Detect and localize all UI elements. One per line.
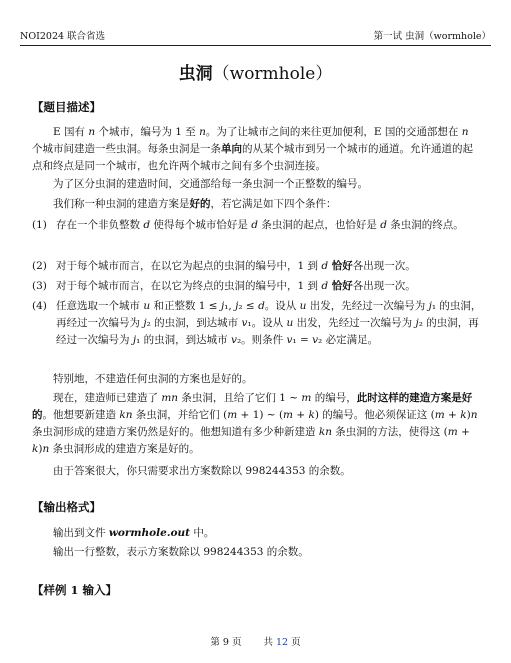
- output-format-line-1: 输出到文件 wormhole.out 中。: [53, 527, 215, 539]
- condition-number: (1): [32, 219, 47, 231]
- running-header: [20, 30, 491, 44]
- condition-number: (3): [32, 280, 47, 292]
- description-paragraph-6: 由于答案很大，你只需要求出方案数除以 998244353 的余数。: [53, 465, 351, 477]
- header-problem-name: 第一试 虫洞（wormhole）: [373, 31, 491, 42]
- output-filename: wormhole.out: [108, 527, 190, 539]
- header-divider: [20, 45, 491, 46]
- condition-item-2: (2) 对于每个城市而言，在以它为起点的虫洞的编号中，1 到 d 恰好各出现一次。: [32, 258, 482, 275]
- description-paragraph-1: E 国有 n 个城市，编号为 1 至 n。为了让城市之间的来往更加便利，E 国的交通部想在 n 个城市间建造一些虫洞。每条虫洞是一条单向的从某个城市到另一个城市的通道。允许通道的起点和终点是同一个城市，也允许两个城市之间有多个虫洞连接。: [32, 126, 473, 172]
- description-paragraph-4: 特别地，不建造任何虫洞的方案也是好的。: [53, 373, 253, 385]
- condition-number: (4): [32, 300, 47, 312]
- condition-item-1: (1) 存在一个非负整数 d 使得每个城市恰好是 d 条虫洞的起点，也恰好是 d 条虫洞的终点。: [32, 217, 482, 234]
- problem-title-en: （wormhole）: [212, 64, 333, 84]
- footer-total-pages: 共 12 页: [263, 637, 301, 648]
- problem-title-cn: 虫洞: [178, 64, 213, 84]
- condition-item-4: (4) 任意选取一个城市 u 和正整数 1 ≤ j₁, j₂ ≤ d。设从 u 出发，先经过一次编号为 j₁ 的虫洞，再经过一次编号为 j₂ 的虫洞，到达城市 v₁。设从 u 出发，先经过一次编号为 j₂ 的虫洞，再经过一次编号为 j₁ 的虫洞，到达城市 v₂。则条件 v₁ = v₂ 必定满足。: [32, 300, 482, 346]
- problem-title: [0, 62, 511, 86]
- output-format-line-2: 输出一行整数，表示方案数除以 998244353 的余数。: [53, 546, 309, 558]
- condition-number: (2): [32, 260, 47, 272]
- page-footer: [0, 636, 511, 650]
- section-heading-description: 【题目描述】: [32, 100, 101, 114]
- header-contest-name: NOI2024 联合省选: [20, 31, 106, 42]
- description-paragraph-3: 我们称一种虫洞的建造方案是好的，若它满足如下四个条件：: [53, 198, 337, 210]
- condition-item-3: (3) 对于每个城市而言，在以它为终点的虫洞的编号中，1 到 d 恰好各出现一次。: [32, 278, 482, 295]
- description-paragraph-5: 现在，建造师已建造了 mn 条虫洞，且给了它们 1 ∼ m 的编号，此时这样的建造方案是好的。他想要新建造 kn 条虫洞，并给它们 (m + 1) ∼ (m + k) 的编号。他必须保证这 (m + k)n 条虫洞形成的建造方案仍然是好的。他想知道有多少种新建造 kn 条虫洞的方法，使得这 (m + k)n 条虫洞形成的建造方案是好的。: [32, 392, 478, 455]
- section-heading-sample1-input: 【样例 1 输入】: [32, 583, 118, 597]
- description-paragraph-2: 为了区分虫洞的建造时间，交通部给每一条虫洞一个正整数的编号。: [53, 178, 368, 190]
- footer-page-number: 第 9 页: [210, 637, 242, 648]
- section-heading-output-format: 【输出格式】: [32, 500, 101, 514]
